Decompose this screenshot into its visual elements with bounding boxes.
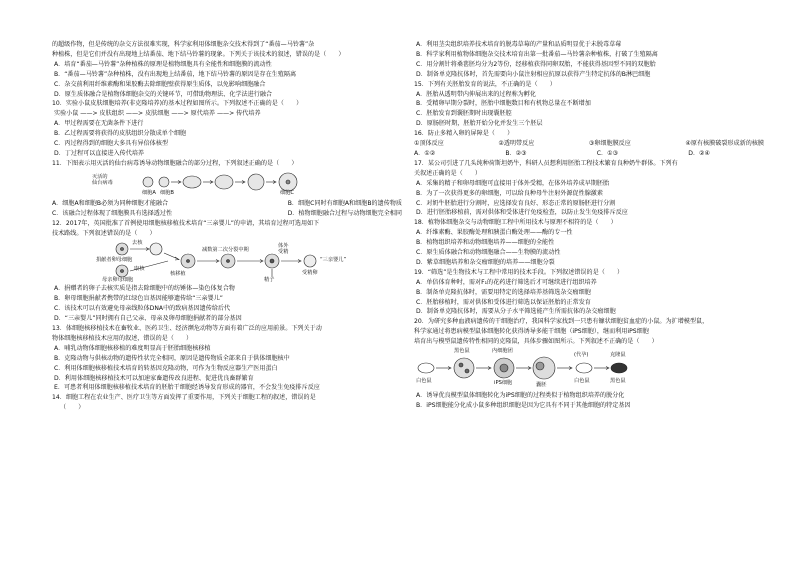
virus-label: 灭活的 仙台病毒 <box>92 173 113 186</box>
option-line: C．胚胎移植时，需对供体和受体进行筛选以保证胚胎的正常发育 <box>416 298 591 306</box>
option-line: A．胚胎从透明带内伸展出来的过程称为孵化 <box>416 90 536 98</box>
ivf-label: 体外 受精 <box>278 243 289 256</box>
q10-flow: 实验小鼠 ——> 皮肤组织 ——> 皮肤细胞 ——> 原代培养 ——> 传代培养 <box>54 110 261 118</box>
question-14-stem: 14．细胞工程在农业生产、医疗卫生等方面发挥了重要作用，下列关于细胞工程的叙述，错误的是 <box>52 394 316 402</box>
text-line: 培育出与模型鼠遗传特性相同的克隆鼠，具体步骤如图所示。下列叙述不正确的是（ ） <box>414 338 658 346</box>
option-line: E．可患者利用体细胞核移植技术培育的胚胎干细胞经诱导发育形成的器官，不会发生免疫排斥反应 <box>54 384 320 392</box>
option-line: D．原生质体融合是植物体细胞杂交的关键环节，可借助物理法、化学法进行融合 <box>54 90 272 98</box>
cell-fusion-diagram <box>52 170 408 198</box>
option-line: B．制备单克隆抗体时，需要用特定的选择培养基筛选杂交瘤细胞 <box>416 288 591 296</box>
text-line: 技术路线。下列叙述错误的是（ ） <box>52 229 156 237</box>
option-line: B．受精卵早期分裂时，胚胎中细胞数目和有机物总量在不断增加 <box>416 100 591 108</box>
cell-b-label: 细胞B <box>160 189 174 196</box>
baby-label: “三亲婴儿” <box>320 257 347 264</box>
option-line: A．纤维素酶、果胶酶处理和胰蛋白酶处理——酶的专一性 <box>416 229 573 237</box>
option-c: C．①③ <box>596 149 619 157</box>
meiosis-label: 减数第二次分裂中期 <box>202 247 249 254</box>
label-inner-cell-mass: 内细胞团 <box>492 348 513 355</box>
question-15-stem: 15．下列有关胚胎发育的说法，不正确的是（ ） <box>414 80 556 88</box>
right-column <box>414 40 770 411</box>
option-b: B．细胞C同时有细胞A和细胞B的遗传物质 <box>287 199 402 207</box>
option-line: D．“三亲婴儿”同时拥有自己父亲、母亲及卵母细胞捐献者的部分基因 <box>54 315 242 323</box>
donor-label: 捐献者卵母细胞 <box>96 257 133 264</box>
label-white-mouse: 白色鼠 <box>416 378 432 385</box>
zygote-label: 受精卵 <box>302 270 318 277</box>
q16-items <box>414 139 770 149</box>
option-c: C．该融合过程体现了细胞膜具有选择透过性 <box>52 209 173 217</box>
option-line: A．采集的精子和卵母细胞可直接用于体外受精，在体外培养成早期胚胎 <box>416 179 610 187</box>
option-a: A．①② <box>414 149 436 157</box>
option-line: C．利用体细胞核移植技术培育的转基因克隆动物，可作为生物反应器生产医用蛋白 <box>54 364 278 372</box>
option-line: B．iPS细胞能分化成小鼠多种组织细胞是因为它具有不同于其他细胞的特定基因 <box>416 402 631 409</box>
option-line: A．甲过程需要在无菌条件下进行 <box>54 120 144 128</box>
option-line: A．培育“番茄—马铃薯”杂种植株的原理是植物细胞具有全能性和细胞膜的流动性 <box>54 60 272 68</box>
text-line: 的超级作物，但是传统的杂交方法很难实现，科学家利用体细胞杂交技术得到了“番茄—马铃薯”杂 <box>52 41 315 48</box>
text-line: （ ） <box>60 404 85 412</box>
item-4: ④原有核膜破裂形成新的核膜 <box>685 140 764 148</box>
option-d: D．植物细胞融合过程与动物细胞完全相同 <box>287 209 402 217</box>
option-line: A．利用茎尖组织培养技术培育的脱毒草莓的产量和品质明显优于未脱毒草莓 <box>416 41 622 48</box>
question-13-stem: 13．体细胞核移植技术在畜牧业、医药卫生、经济濒危动物等方面有着广泛的应用前景。下列关于动 <box>52 325 322 333</box>
question-10-stem: 10．实验小鼠皮肤细胞培养(非克隆培养)的基本过程如图所示。下列叙述不正确的是（ ） <box>52 100 303 108</box>
item-2: ②透明带反应 <box>498 140 535 148</box>
option-a: A．细胞A和细胞B必须为同种细胞才能融合 <box>52 199 169 207</box>
question-11-stem: 11．下图表示用灭活的仙台病毒诱导动物细胞融合的部分过程，下列叙述正确的是（ ） <box>52 159 298 167</box>
option-line: B．科学家利用植物体细胞杂交技术培育出第一批番茄—马铃薯杂种植株，打破了生殖隔离 <box>416 50 658 58</box>
label-black-mouse: 黑色鼠 <box>454 348 470 355</box>
option-line: B．为了一次获得更多的卵细胞，可以给良种母牛注射外源促性腺激素 <box>416 189 603 197</box>
label-black-mouse-2: 黑色鼠 <box>610 378 626 385</box>
text-line: 关叙述正确的是（ ） <box>414 169 482 177</box>
nuclear-transfer-label: 核移植 <box>170 271 186 278</box>
option-line: B．乙过程需要将获得的皮肤组织分散成单个细胞 <box>54 130 187 138</box>
option-line: C．丙过程得到的细胞大多具有异倍体核型 <box>54 140 168 148</box>
option-b: B．②③ <box>505 149 527 157</box>
three-parent-baby-diagram <box>52 239 408 283</box>
q11-options-row2 <box>52 209 408 219</box>
item-1: ①顶体反应 <box>414 140 444 148</box>
option-line: C．该技术可以有效避免母亲线粒体DNA中的致病基因遗传给后代 <box>54 305 231 313</box>
question-19-stem: 19．“筛选”是生物技术与工程中常用的技术手段。下列叙述错误的是（ ） <box>414 268 624 276</box>
mother-label: 母亲卵母细胞 <box>102 277 134 284</box>
ips-diagram-svg <box>414 348 770 390</box>
option-line: A．哺乳动物体细胞核移植的难度明显高于胚胎细胞核移植 <box>54 344 211 352</box>
question-17-stem: 17．某公司引进了几头纯种荷斯坦奶牛，科研人员想利用胚胎工程技术繁育良种奶牛群体。下列有 <box>414 159 678 167</box>
question-16-stem: 16．防止多精入卵的屏障是（ ） <box>414 130 514 138</box>
cell-c-label: 细胞C <box>280 189 294 196</box>
question-18-stem: 18．植物体细胞杂交与动物细胞工程中所用技术与原理不相符的是（ ） <box>414 219 617 227</box>
text-line: 种植株，但是它们并没有出现地上结番茄、地下结马铃薯的现象。下列关于该技术的叙述，错误的是（ ） <box>52 50 345 58</box>
option-line: C．胚胎发育到囊胚期时出现囊胚腔 <box>416 110 512 118</box>
option-line: A．捐赠者的卵子去核实质是指去除细胞中的纺锤体—染色体复合物 <box>54 285 235 293</box>
text-line: 科学家通过将患病模型鼠体细胞转化获得诱导多能干细胞（iPS细胞），继而利用iPS细胞 <box>414 328 649 336</box>
option-line: B．“番茄—马铃薯”杂种植株，没有出现地上结番茄，地下结马铃薯的原因是存在生殖隔离 <box>54 70 297 78</box>
option-line: C．原生质体融合和动物细胞融合——生物膜的流动性 <box>416 249 561 257</box>
take-nucleus-label: 取核 <box>134 266 145 273</box>
option-d: D．②④ <box>688 149 710 157</box>
remove-nucleus-label: 去核 <box>132 240 143 247</box>
label-white-mouse-2: 白色鼠 <box>574 378 590 385</box>
ips-clone-diagram <box>414 348 770 390</box>
option-line: D．进行胚胎移植前，需对供体和受体进行免疫检查，以防止发生免疫排斥反应 <box>416 209 628 217</box>
option-line: A．单倍体育种时，需对F₁的花药进行筛选后才可继续进行组织培养 <box>416 278 597 286</box>
option-line: D．制备单克隆抗体时，需要从分子水平筛选能产生所需抗体的杂交瘤细胞 <box>416 308 616 316</box>
option-line: D．丁过程可以直接进入传代培养 <box>54 149 145 157</box>
label-blastocyst: 囊胚 <box>536 382 547 389</box>
q16-options <box>414 149 770 159</box>
question-12-stem: 12．2017年，英国批准了首例使用细胞核移植技术培育“三亲婴儿”的申请，其培育过程可选用如下 <box>52 219 320 227</box>
label-clone-mouse: 克隆鼠 <box>610 352 626 359</box>
option-line: C．杂交前利用纤维素酶和果胶酶去除细胞壁获得原生质体，以免影响细胞融合 <box>54 80 266 88</box>
label-surrogate: (代孕) <box>574 352 589 359</box>
option-line: D．制备单克隆抗体时，首先需要向小鼠注射相应抗原以获得产生特定抗体的B淋巴细胞 <box>416 70 651 78</box>
option-line: B．植物组织培养和动物细胞培养——细胞的全能性 <box>416 239 555 247</box>
option-line: B．卵母细胞捐献者携带的红绿色盲基因能够遗传给“三亲婴儿” <box>54 295 223 303</box>
item-3: ③卵细胞膜反应 <box>588 140 631 148</box>
option-line: C．用分割针将桑葚胚均分为2等份，经移植获得同卵双胎，不能获得基因型不同的双胞胎 <box>416 60 656 68</box>
option-line: A．诱导优良模型鼠体细胞转化为iPS细胞的过程类似于植物组织培养的脱分化 <box>416 392 625 400</box>
option-line: C．对奶牛胚胎进行分割时，应选择发育良好、形态正常的原肠胚进行分割 <box>416 199 616 207</box>
q11-options-row1 <box>52 199 408 209</box>
label-ips-cell: iPS细胞 <box>494 380 513 387</box>
option-line: D．原肠胚时期，胚胎开始分化并发生三个胚层 <box>416 120 543 128</box>
option-line: B．克隆动物与供核动物的遗传性状完全相同，原因是遗传物质全部来自于供体细胞核中 <box>54 354 290 362</box>
left-column <box>52 40 408 413</box>
text-line: 物体细胞核移植技术应用的叙述，错误的是（ ） <box>52 334 193 342</box>
sperm-label: 精子 <box>264 277 275 284</box>
cell-a-label: 细胞A <box>142 189 156 196</box>
option-line: D．紫草细胞培养和杂交瘤细胞的培养——细胞分裂 <box>416 258 555 266</box>
option-line: D．利用体细胞核移植技术可以加速家畜遗传改良进程、促进优良畜群繁育 <box>54 374 254 382</box>
question-20-stem: 20．为研究多种血液病遗传的干细胞治疗，我国科学家找到一只患有镰状细胞贫血症的小鼠。为扩增模型鼠， <box>414 318 709 326</box>
